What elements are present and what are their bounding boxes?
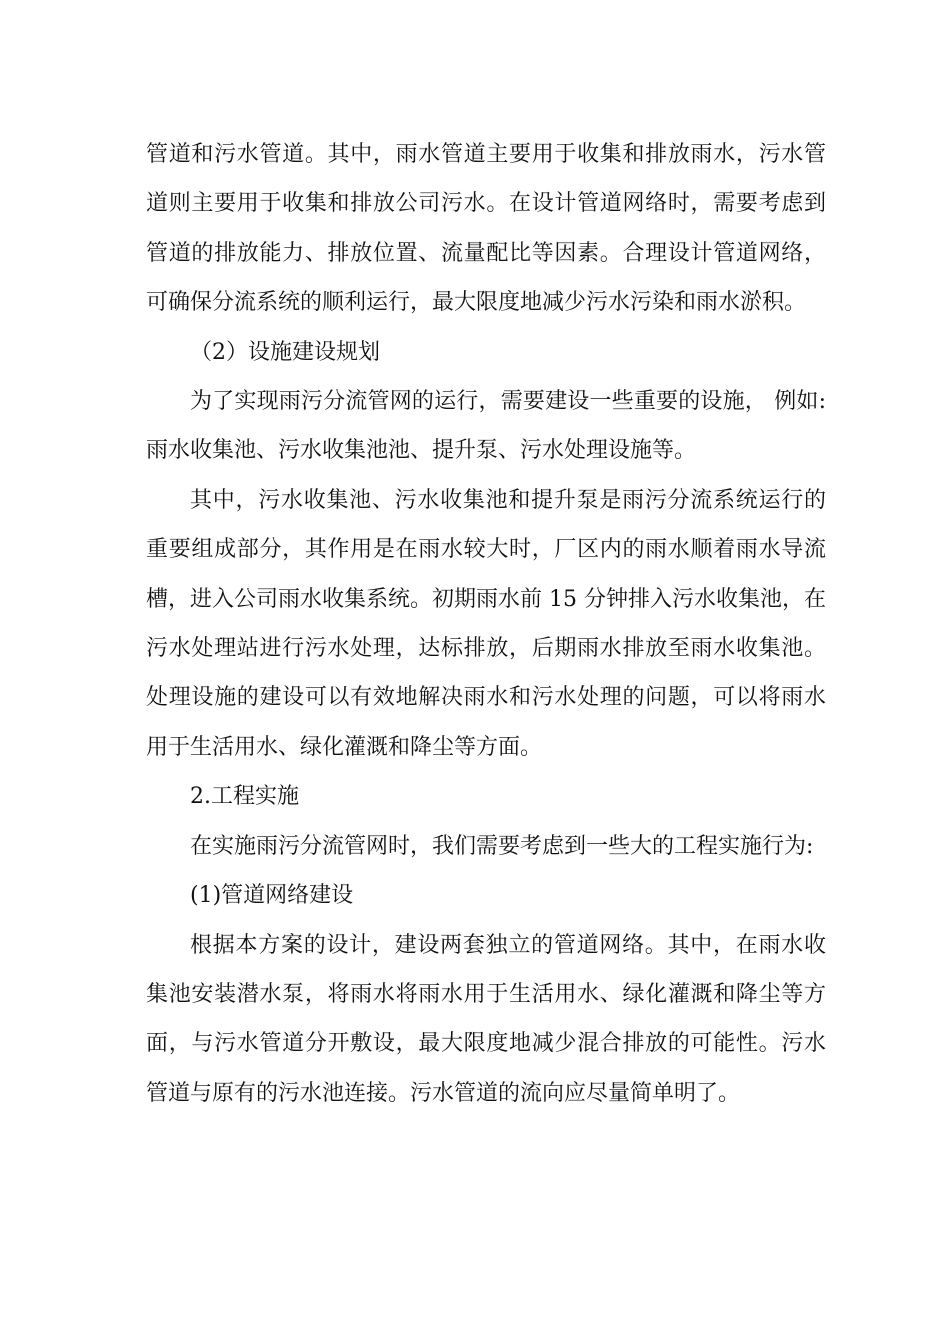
paragraph-pipe-network-construction: 根据本方案的设计，建设两套独立的管道网络。其中，在雨水收集池安装潜水泵，将雨水将雨水用于生活用水、绿化灌溉和降尘等方面，与污水管道分开敷设，最大限度地减少混合排放的可能性。污水管道与原有的污水池连接。污水管道的流向应尽量简单明了。 (146, 932, 826, 1106)
heading-facility-planning: （2）设施建设规划 (190, 339, 380, 365)
document-body (146, 130, 826, 1118)
paragraph-pipe-network-continued: 管道和污水管道。其中，雨水管道主要用于收集和排放雨水，污水管道则主要用于收集和排放公司污水。在设计管道网络时，需要考虑到管道的排放能力、排放位置、流量配比等因素。合理设计管道网络，可确保分流系统的顺利运行，最大限度地减少污水污染和雨水淤积。 (146, 142, 826, 316)
heading-engineering-implementation: 2.工程实施 (190, 784, 299, 810)
paragraph-facility-intro: 为了实现雨污分流管网的运行，需要建设一些重要的设施， 例如:雨水收集池、污水收集池池、提升泵、污水处理设施等。 (146, 389, 826, 464)
heading-pipe-network-construction: (1)管道网络建设 (190, 883, 354, 909)
paragraph-implementation-intro: 在实施雨污分流管网时，我们需要考虑到一些大的工程实施行为: (190, 833, 814, 859)
paragraph-facility-details: 其中，污水收集池、污水收集池和提升泵是雨污分流系统运行的重要组成部分，其作用是在雨水较大时，厂区内的雨水顺着雨水导流槽，进入公司雨水收集系统。初期雨水前 15 分钟排入污水收集池，在污水处理站进行污水处理，达标排放，后期雨水排放至雨水收集池。处理设施的建设可以有效地解决雨水和污水处理的问题，可以将雨水用于生活用水、绿化灌溉和降尘等方面。 (146, 487, 826, 760)
